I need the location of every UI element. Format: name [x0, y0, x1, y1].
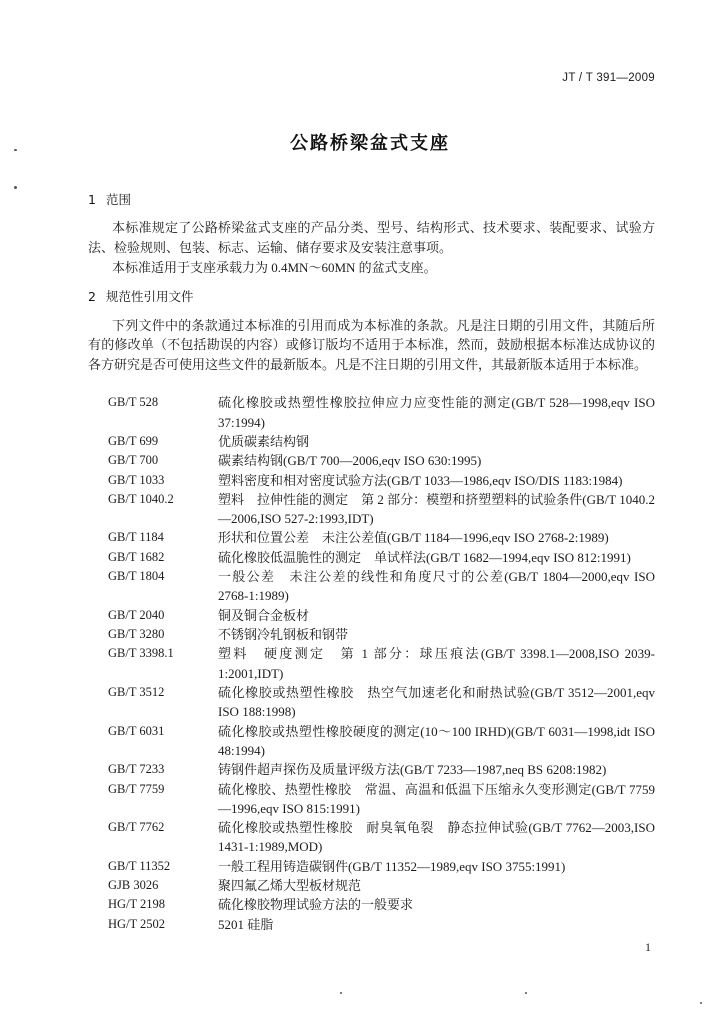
reference-code: GB/T 11352 — [108, 858, 171, 873]
reference-entry — [88, 722, 655, 761]
reference-code: GB/T 1804 — [108, 569, 165, 584]
reference-entry — [88, 760, 655, 779]
reference-title: 硫化橡胶物理试验方法的一般要求 — [218, 897, 414, 913]
reference-code: GB/T 3280 — [108, 627, 165, 642]
reference-title: 硫化橡胶或热塑性橡胶拉伸应力应变性能的测定(GB/T 528—1998,eqv ISO 37:1994) — [218, 395, 655, 430]
section-heading-scope — [88, 191, 131, 209]
section-body-scope — [88, 218, 655, 278]
reference-entry — [88, 528, 655, 547]
reference-title: 硫化橡胶、热塑性橡胶 常温、高温和低温下压缩永久变形测定(GB/T 7759—1996,eqv ISO 815:1991) — [218, 781, 655, 816]
section-number: 2 — [88, 289, 96, 304]
reference-code: GB/T 528 — [108, 395, 159, 410]
scan-speck — [525, 992, 527, 994]
reference-entry — [88, 818, 655, 857]
reference-title: 硫化橡胶或热塑性橡胶 耐臭氧龟裂 静态拉伸试验(GB/T 7762—2003,ISO 1431-1:1989,MOD) — [218, 820, 655, 855]
reference-code: GB/T 7762 — [108, 820, 165, 835]
reference-code: GB/T 3398.1 — [108, 646, 174, 661]
paragraph: 本标准规定了公路桥梁盆式支座的产品分类、型号、结构形式、技术要求、装配要求、试验方法、检验规则、包装、标志、运输、储存要求及安装注意事项。 — [88, 220, 655, 255]
reference-list — [88, 393, 655, 934]
scan-speck — [14, 186, 17, 189]
reference-entry — [88, 683, 655, 722]
reference-title: 铸钢件超声探伤及质量评级方法(GB/T 7233—1987,neq BS 6208:1982) — [218, 762, 607, 778]
section-title: 范围 — [106, 192, 132, 207]
section-number: 1 — [88, 192, 96, 207]
reference-title: 硫化橡胶或热塑性橡胶硬度的测定(10～100 IRHD)(GB/T 6031—1998,idt ISO 48:1994) — [218, 723, 655, 758]
reference-title: 碳素结构钢(GB/T 700—2006,eqv ISO 630:1995) — [218, 453, 482, 469]
reference-entry — [88, 876, 655, 895]
section-body-normative-references — [88, 316, 655, 934]
reference-entry — [88, 644, 655, 683]
reference-title: 铜及铜合金板材 — [218, 607, 310, 623]
standard-code-header: JT / T 391—2009 — [562, 72, 655, 84]
reference-title: 形状和位置公差 未注公差值(GB/T 1184—1996,eqv ISO 2768-2:1989) — [218, 530, 609, 546]
reference-title: 塑料 硬度测定 第 1 部分：球压痕法(GB/T 3398.1—2008,ISO 2039-1:2001,IDT) — [218, 646, 655, 681]
paragraph: 本标准适用于支座承载力为 0.4MN～60MN 的盆式支座。 — [112, 260, 437, 275]
reference-code: GB/T 3512 — [108, 684, 165, 699]
reference-entry — [88, 432, 655, 451]
reference-code: GB/T 1682 — [108, 549, 165, 564]
reference-entry — [88, 451, 655, 470]
reference-title: 硫化橡胶或热塑性橡胶 热空气加速老化和耐热试验(GB/T 3512—2001,eqv ISO 188:1998) — [218, 684, 655, 720]
document-title: 公路桥梁盆式支座 — [290, 133, 450, 154]
reference-title: 聚四氟乙烯大型板材规范 — [218, 878, 362, 894]
reference-code: GJB 3026 — [108, 878, 159, 893]
scan-speck — [700, 1002, 702, 1004]
scan-speck — [340, 992, 342, 994]
scan-speck — [14, 149, 17, 151]
page-number: 1 — [645, 940, 651, 954]
reference-title: 一般公差 未注公差的线性和角度尺寸的公差(GB/T 1804—2000,eqv ISO 2768-1:1989) — [218, 569, 655, 604]
reference-code: GB/T 1184 — [108, 530, 164, 545]
reference-entry — [88, 625, 655, 644]
reference-code: GB/T 1040.2 — [108, 491, 174, 506]
reference-entry — [88, 548, 655, 567]
reference-title: 一般工程用铸造碳钢件(GB/T 11352—1989,eqv ISO 3755:1991) — [218, 858, 566, 874]
reference-title: 塑料密度和相对密度试验方法(GB/T 1033—1986,eqv ISO/DIS 1183:1984) — [218, 472, 623, 488]
reference-code: GB/T 6031 — [108, 723, 165, 738]
reference-title: 塑料 拉伸性能的测定 第 2 部分：模塑和挤塑塑料的试验条件(GB/T 1040.2—2006,ISO 527-2:1993,IDT) — [218, 491, 655, 527]
section-title: 规范性引用文件 — [106, 289, 194, 304]
reference-entry — [88, 490, 655, 529]
reference-entry — [88, 915, 655, 934]
reference-entry — [88, 393, 655, 432]
reference-entry — [88, 857, 655, 876]
reference-code: GB/T 699 — [108, 433, 159, 448]
reference-entry — [88, 471, 655, 490]
reference-entry — [88, 606, 655, 625]
reference-entry — [88, 567, 655, 606]
reference-title: 优质碳素结构钢 — [218, 433, 310, 449]
reference-entry — [88, 780, 655, 819]
reference-code: HG/T 2502 — [108, 916, 166, 931]
paragraph: 下列文件中的条款通过本标准的引用而成为本标准的条款。凡是注日期的引用文件，其随后所有的修改单（不包括勘误的内容）或修订版均不适用于本标准，然而，鼓励根据本标准达成协议的各方研究是否可使用这些文件的最新版本。凡是不注日期的引用文件，其最新版本适用于本标准。 — [88, 318, 655, 372]
reference-code: GB/T 1033 — [108, 472, 165, 487]
reference-code: HG/T 2198 — [108, 897, 166, 912]
section-heading-normative-references — [88, 288, 194, 306]
reference-code: GB/T 7759 — [108, 781, 165, 796]
reference-code: GB/T 7233 — [108, 762, 165, 777]
reference-code: GB/T 2040 — [108, 607, 165, 622]
reference-title: 5201 硅脂 — [218, 916, 274, 932]
reference-entry — [88, 895, 655, 914]
reference-code: GB/T 700 — [108, 453, 159, 468]
reference-title: 硫化橡胶低温脆性的测定 单试样法(GB/T 1682—1994,eqv ISO 812:1991) — [218, 549, 631, 565]
reference-title: 不锈钢冷轧钢板和钢带 — [218, 627, 349, 643]
